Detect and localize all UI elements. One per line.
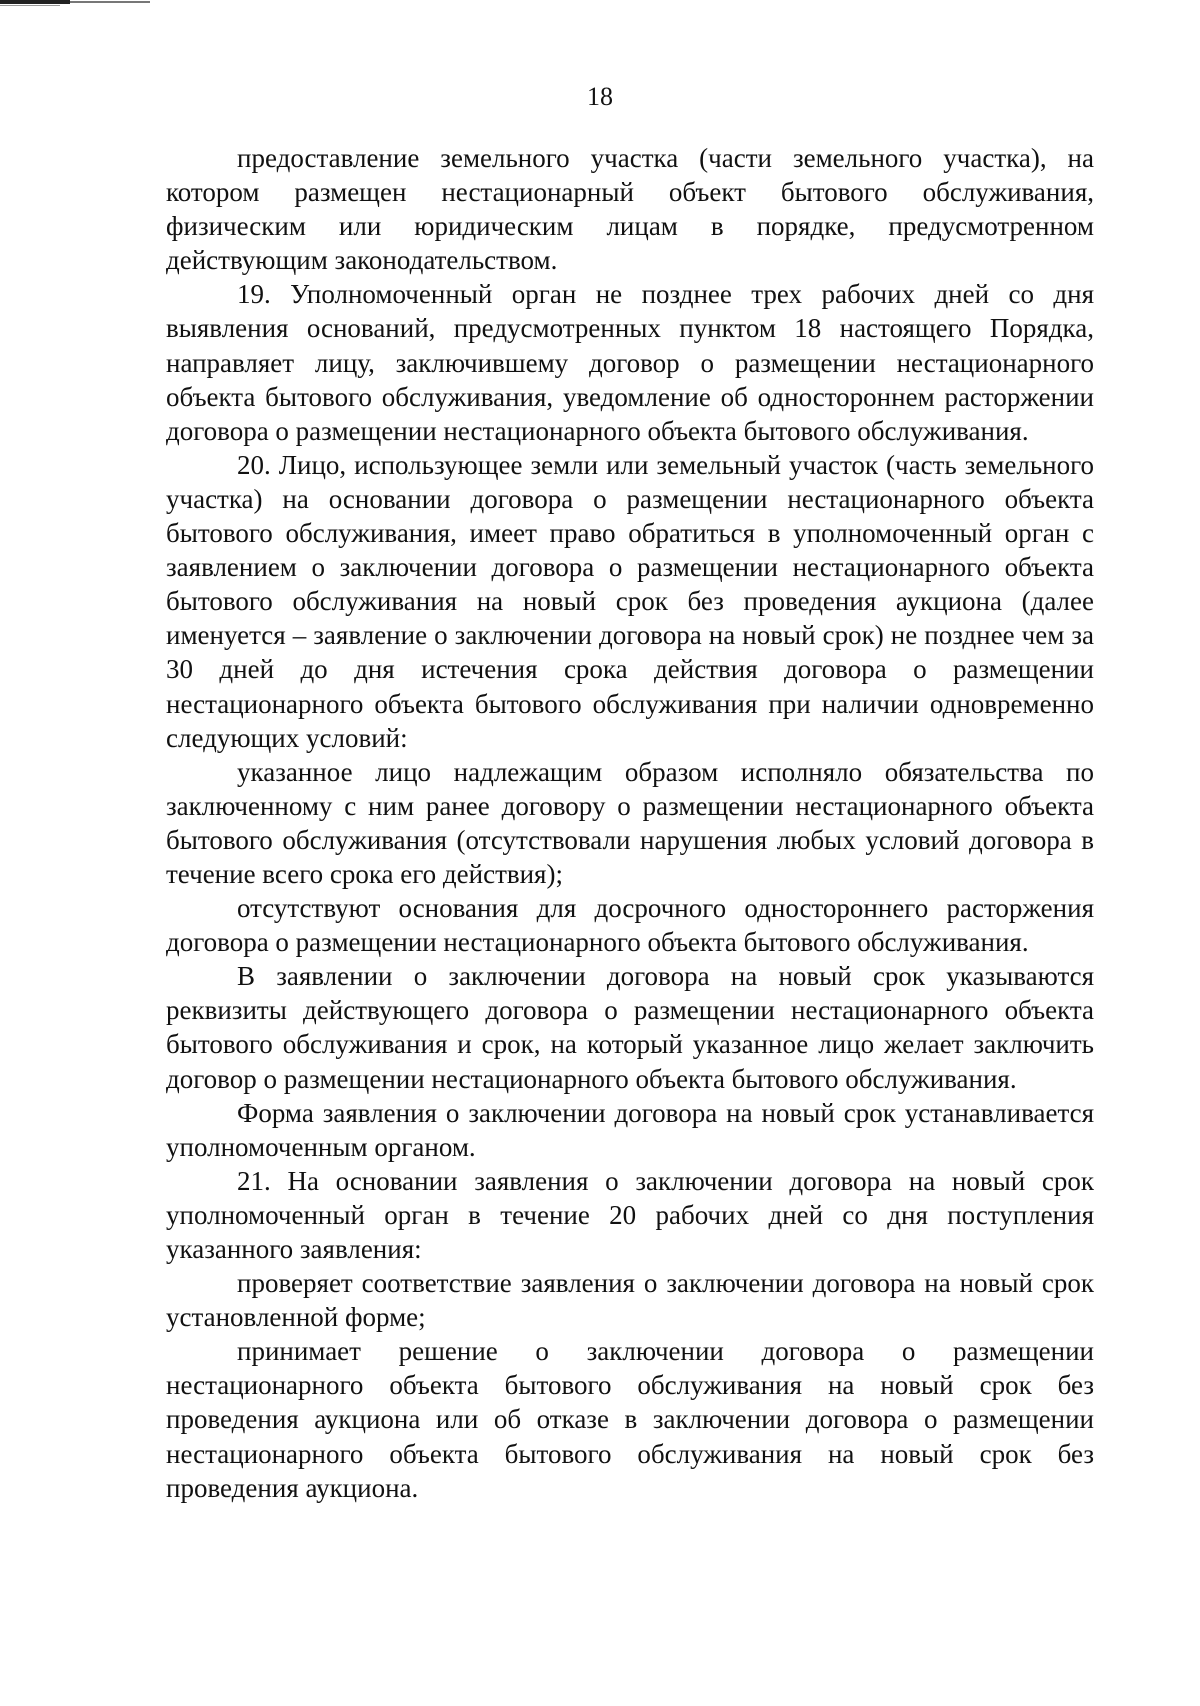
paragraph-application-form: Форма заявления о заключении договора на новый срок устанавливается уполномоченным органом. — [166, 1097, 1094, 1162]
paragraph-item-21: 21. На основании заявления о заключении договора на новый срок уполномоченный орган в течение 20 рабочих дней со дня поступления указанного заявления: — [166, 1165, 1094, 1264]
document-body — [166, 141, 1094, 1505]
scan-bar — [0, 0, 70, 4]
scan-bar — [0, 5, 60, 6]
paragraph-application-details: В заявлении о заключении договора на новый срок указываются реквизиты действующего договора о размещении нестационарного объекта бытового обслуживания и срок, на который указанное лицо желает заключить договор о размещении нестационарного объекта бытового обслуживания. — [166, 961, 1094, 1094]
paragraph-continuation: предоставление земельного участка (части земельного участка), на котором размещен нестационарный объект бытового обслуживания, физическим или юридическим лицам в порядке, предусмотренном действующим законодательством. — [166, 143, 1094, 276]
paragraph-item-19: 19. Уполномоченный орган не позднее трех рабочих дней со дня выявления оснований, предусмотренных пунктом 18 настоящего Порядка, направляет лицу, заключившему договор о размещении нестационарного объекта бытового обслуживания, уведомление об одностороннем расторжении договора о размещении нестационарного объекта бытового обслуживания. — [166, 279, 1094, 446]
paragraph-condition-1: указанное лицо надлежащим образом исполняло обязательства по заключенному с ним ранее договору о размещении нестационарного объекта бытового обслуживания (отсутствовали нарушения любых условий договора в течение всего срока его действия); — [166, 756, 1094, 889]
page-number: 18 — [587, 82, 613, 111]
paragraph-action-decision: принимает решение о заключении договора о размещении нестационарного объекта бытового обслуживания на новый срок без проведения аукциона или об отказе в заключении договора о размещении нестационарного объекта бытового обслуживания на новый срок без проведения аукциона. — [166, 1336, 1094, 1503]
paragraph-item-20: 20. Лицо, использующее земли или земельный участок (часть земельного участка) на основании договора о размещении нестационарного объекта бытового обслуживания, имеет право обратиться в уполномоченный орган с заявлением о заключении договора о размещении нестационарного объекта бытового обслуживания на новый срок без проведения аукциона (далее именуется – заявление о заключении договора на новый срок) не позднее чем за 30 дней до дня истечения срока действия договора о размещении нестационарного объекта бытового обслуживания при наличии одновременно следующих условий: — [166, 449, 1094, 753]
scan-bar — [70, 1, 150, 3]
scan-edge-mark — [0, 0, 150, 10]
paragraph-condition-2: отсутствуют основания для досрочного одностороннего расторжения договора о размещении нестационарного объекта бытового обслуживания. — [166, 893, 1094, 958]
paragraph-action-check: проверяет соответствие заявления о заключении договора на новый срок установленной форме; — [166, 1268, 1094, 1333]
